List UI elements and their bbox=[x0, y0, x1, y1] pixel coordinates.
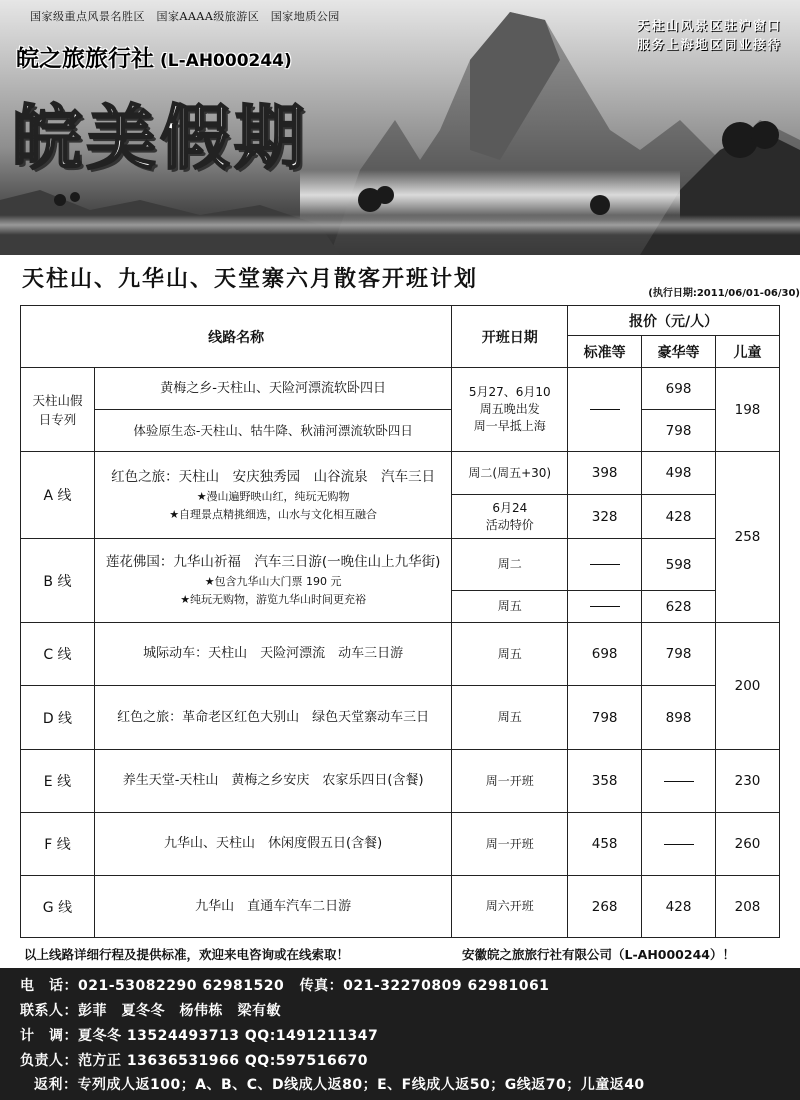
date-d: 周五 bbox=[452, 686, 568, 750]
child-e: 230 bbox=[716, 750, 780, 813]
category-g: G 线 bbox=[21, 876, 95, 938]
brand-title: 皖美假期 bbox=[12, 97, 308, 179]
standard-d: 798 bbox=[568, 686, 642, 750]
deluxe-f bbox=[642, 813, 716, 876]
table-row bbox=[21, 452, 780, 495]
header-price: 报价（元/人） bbox=[568, 306, 780, 336]
date-a-1: 周二(周五+30) bbox=[452, 452, 568, 495]
route-a bbox=[94, 452, 451, 539]
route-b-note2: ★纯玩无购物，游览九华山时间更充裕 bbox=[180, 593, 367, 606]
company-name: 安徽皖之旅旅行社有限公司（L-AH000244）！ bbox=[462, 947, 735, 962]
phone-label: 电 话： bbox=[20, 978, 78, 994]
standard-g: 268 bbox=[568, 876, 642, 938]
standard-c: 698 bbox=[568, 623, 642, 686]
agency-license: (L-AH000244) bbox=[160, 51, 292, 71]
deluxe-tz-2: 798 bbox=[642, 410, 716, 452]
date-tz: 5月27、6月10 周五晚出发 周一早抵上海 bbox=[452, 368, 568, 452]
route-tz-1: 黄梅之乡-天柱山、天险河漂流软卧四日 bbox=[94, 368, 451, 410]
dash-mark bbox=[590, 606, 620, 607]
route-f: 九华山、天柱山 休闲度假五日(含餐) bbox=[94, 813, 451, 876]
route-a-note2: ★自理景点精挑细选，山水与文化相互融合 bbox=[169, 507, 378, 521]
dispatch-info: 夏冬冬 13524493713 QQ:1491211347 bbox=[78, 1028, 379, 1044]
deluxe-d: 898 bbox=[642, 686, 716, 750]
footer-note bbox=[24, 945, 784, 963]
header-banner bbox=[0, 0, 800, 255]
child-g: 208 bbox=[716, 876, 780, 938]
deluxe-c: 798 bbox=[642, 623, 716, 686]
contact-persons-row bbox=[20, 1000, 281, 1020]
rebate-label: 返利： bbox=[34, 1077, 78, 1093]
standard-e: 358 bbox=[568, 750, 642, 813]
standard-b-2 bbox=[568, 591, 642, 623]
table-row bbox=[21, 876, 780, 938]
dash-mark bbox=[590, 409, 620, 410]
office-note bbox=[637, 16, 782, 54]
route-d: 红色之旅：革命老区红色大别山 绿色天堂寨动车三日 bbox=[94, 686, 451, 750]
deluxe-a-2: 428 bbox=[642, 495, 716, 539]
deluxe-b-2: 628 bbox=[642, 591, 716, 623]
deluxe-a-1: 498 bbox=[642, 452, 716, 495]
dash-mark bbox=[590, 564, 620, 565]
date-c: 周五 bbox=[452, 623, 568, 686]
rebate-info: 专列成人返100；A、B、C、D线成人返80；E、F线成人返50；G线返70；儿童返40 bbox=[77, 1077, 645, 1093]
deluxe-b-1: 598 bbox=[642, 539, 716, 591]
header-child: 儿童 bbox=[716, 336, 780, 368]
route-b-main: 莲花佛国：九华山祈福 汽车三日游(一晚住山上九华街) bbox=[105, 554, 441, 570]
header-date: 开班日期 bbox=[452, 306, 568, 368]
contact-manager-row bbox=[20, 1050, 368, 1070]
contacts-label: 联系人： bbox=[20, 1003, 78, 1019]
route-b bbox=[94, 539, 451, 623]
standard-f: 458 bbox=[568, 813, 642, 876]
standard-a-1: 398 bbox=[568, 452, 642, 495]
child-f: 260 bbox=[716, 813, 780, 876]
office-note-line2: 服务上海地区同业接待 bbox=[636, 37, 782, 52]
child-ab: 258 bbox=[716, 452, 780, 623]
fax-numbers: 021-32270809 62981061 bbox=[343, 978, 550, 994]
category-c: C 线 bbox=[21, 623, 95, 686]
header-standard: 标准等 bbox=[568, 336, 642, 368]
contact-rebate-row bbox=[34, 1074, 645, 1094]
dash-mark bbox=[664, 844, 694, 845]
inquiry-note: 以上线路详细行程及提供标准，欢迎来电咨询或在线索取！ bbox=[24, 947, 350, 962]
dispatch-label: 计 调： bbox=[20, 1028, 78, 1044]
contact-block bbox=[0, 968, 800, 1100]
child-tz: 198 bbox=[716, 368, 780, 452]
execution-date: (执行日期:2011/06/01-06/30) bbox=[648, 288, 800, 299]
date-a-2: 6月24 活动特价 bbox=[452, 495, 568, 539]
child-cd: 200 bbox=[716, 623, 780, 750]
category-e: E 线 bbox=[21, 750, 95, 813]
scenic-designations: 国家级重点风景名胜区 国家AAAA级旅游区 国家地质公园 bbox=[30, 10, 340, 23]
date-b-1: 周二 bbox=[452, 539, 568, 591]
table-row bbox=[21, 623, 780, 686]
route-g: 九华山 直通车汽车二日游 bbox=[94, 876, 451, 938]
headline-row bbox=[22, 262, 800, 299]
fax-label: 传真： bbox=[299, 978, 344, 994]
category-d: D 线 bbox=[21, 686, 95, 750]
agency-name-text: 皖之旅旅行社 bbox=[16, 46, 154, 72]
manager-info: 范方正 13636531966 QQ:597516670 bbox=[78, 1053, 368, 1069]
category-b: B 线 bbox=[21, 539, 95, 623]
route-tz-2: 体验原生态-天柱山、牯牛降、秋浦河漂流软卧四日 bbox=[94, 410, 451, 452]
table-row bbox=[21, 750, 780, 813]
contact-phone-row bbox=[20, 975, 549, 995]
route-b-note1: ★包含九华山大门票 190 元 bbox=[204, 575, 342, 588]
office-note-line1: 天柱山风景区驻沪窗口 bbox=[636, 18, 782, 33]
route-c: 城际动车：天柱山 天险河漂流 动车三日游 bbox=[94, 623, 451, 686]
table-header-row bbox=[21, 306, 780, 336]
table-row bbox=[21, 686, 780, 750]
phone-numbers: 021-53082290 62981520 bbox=[78, 978, 285, 994]
standard-a-2: 328 bbox=[568, 495, 642, 539]
date-f: 周一开班 bbox=[452, 813, 568, 876]
manager-label: 负责人： bbox=[20, 1053, 78, 1069]
route-a-main: 红色之旅：天柱山 安庆独秀园 山谷流泉 汽车三日 bbox=[111, 468, 436, 485]
plan-headline: 天柱山、九华山、天堂寨六月散客开班计划 bbox=[22, 267, 479, 292]
standard-b-1 bbox=[568, 539, 642, 591]
table-row bbox=[21, 368, 780, 410]
date-e: 周一开班 bbox=[452, 750, 568, 813]
standard-tz bbox=[568, 368, 642, 452]
category-tianzhu: 天柱山假日专列 bbox=[21, 368, 95, 452]
schedule-table bbox=[20, 305, 780, 938]
deluxe-tz-1: 698 bbox=[642, 368, 716, 410]
deluxe-g: 428 bbox=[642, 876, 716, 938]
category-f: F 线 bbox=[21, 813, 95, 876]
table-row bbox=[21, 410, 780, 452]
dash-mark bbox=[664, 781, 694, 782]
header-deluxe: 豪华等 bbox=[642, 336, 716, 368]
date-g: 周六开班 bbox=[452, 876, 568, 938]
contact-dispatch-row bbox=[20, 1025, 378, 1045]
deluxe-e bbox=[642, 750, 716, 813]
route-e: 养生天堂-天柱山 黄梅之乡安庆 农家乐四日(含餐) bbox=[94, 750, 451, 813]
table-row bbox=[21, 813, 780, 876]
agency-name bbox=[16, 40, 292, 73]
header-route: 线路名称 bbox=[21, 306, 452, 368]
route-a-note1: ★漫山遍野映山红，纯玩无购物 bbox=[196, 489, 350, 503]
table-row bbox=[21, 539, 780, 591]
date-b-2: 周五 bbox=[452, 591, 568, 623]
contacts-names: 彭菲 夏冬冬 杨伟栋 梁有敏 bbox=[78, 1003, 281, 1019]
category-a: A 线 bbox=[21, 452, 95, 539]
